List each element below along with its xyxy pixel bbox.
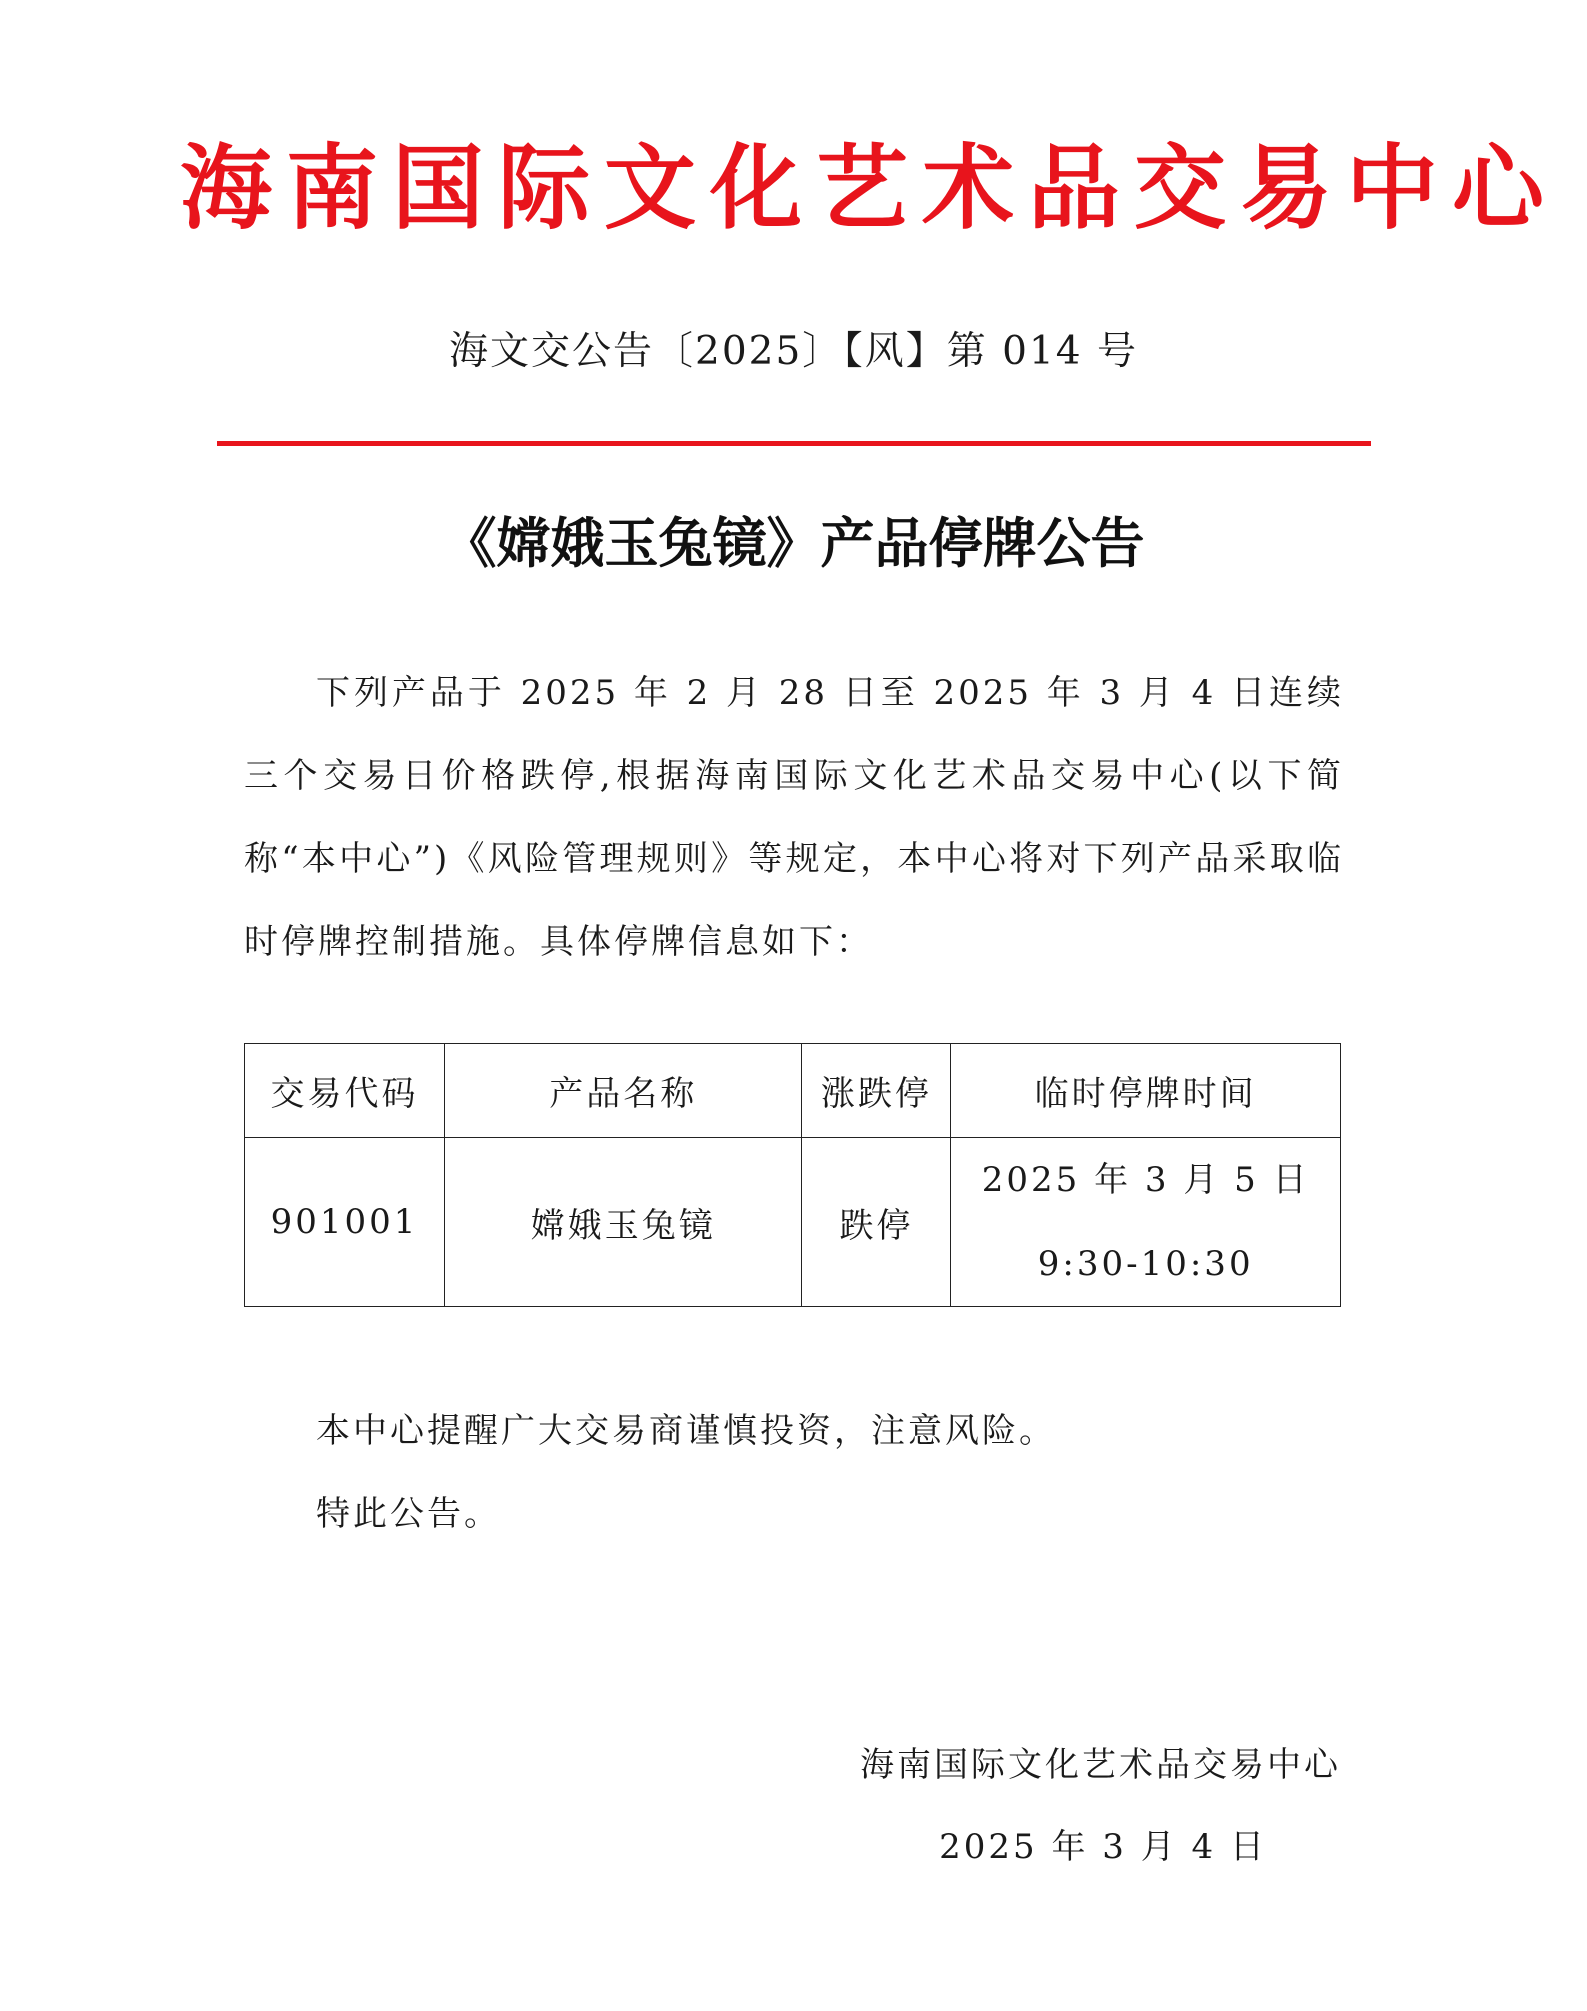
header-suspension-time: 临时停牌时间 bbox=[951, 1044, 1341, 1138]
document-number: 海文交公告〔2025〕【风】第 014 号 bbox=[449, 329, 1138, 374]
suspension-date: 2025 年 3 月 5 日 bbox=[981, 1160, 1310, 1200]
cell-product-name: 嫦娥玉兔镜 bbox=[444, 1138, 802, 1307]
cell-trade-code: 901001 bbox=[245, 1138, 445, 1307]
cell-price-limit: 跌停 bbox=[802, 1138, 951, 1307]
sign-off: 特此公告。 bbox=[316, 1494, 501, 1534]
risk-reminder: 本中心提醒广大交易商谨慎投资，注意风险。 bbox=[316, 1411, 1056, 1451]
suspension-time-range: 9:30-10:30 bbox=[1037, 1244, 1254, 1284]
cell-suspension-time bbox=[951, 1138, 1341, 1307]
closing-section bbox=[316, 1390, 1056, 1556]
suspension-table bbox=[244, 1043, 1341, 1307]
table-header-row bbox=[245, 1044, 1341, 1138]
header-price-limit: 涨跌停 bbox=[802, 1044, 951, 1138]
document-title: 《嫦娥玉兔镜》产品停牌公告 bbox=[442, 511, 1145, 575]
red-divider-rule bbox=[217, 441, 1371, 446]
body-paragraph: 下列产品于 2025 年 2 月 28 日至 2025 年 3 月 4 日连续三个交易日价格跌停,根据海南国际文化艺术品交易中心(以下简称“本中心”)《风险管理规则》等规定，本中心将对下列产品采取临时停牌控制措施。具体停牌信息如下： bbox=[244, 673, 1344, 962]
table-row bbox=[245, 1138, 1341, 1307]
organization-header: 海南国际文化艺术品交易中心 bbox=[180, 134, 1559, 242]
signature-date: 2025 年 3 月 4 日 bbox=[939, 1827, 1267, 1867]
signature-organization: 海南国际文化艺术品交易中心 bbox=[860, 1745, 1341, 1785]
header-product-name: 产品名称 bbox=[444, 1044, 802, 1138]
header-trade-code: 交易代码 bbox=[245, 1044, 445, 1138]
